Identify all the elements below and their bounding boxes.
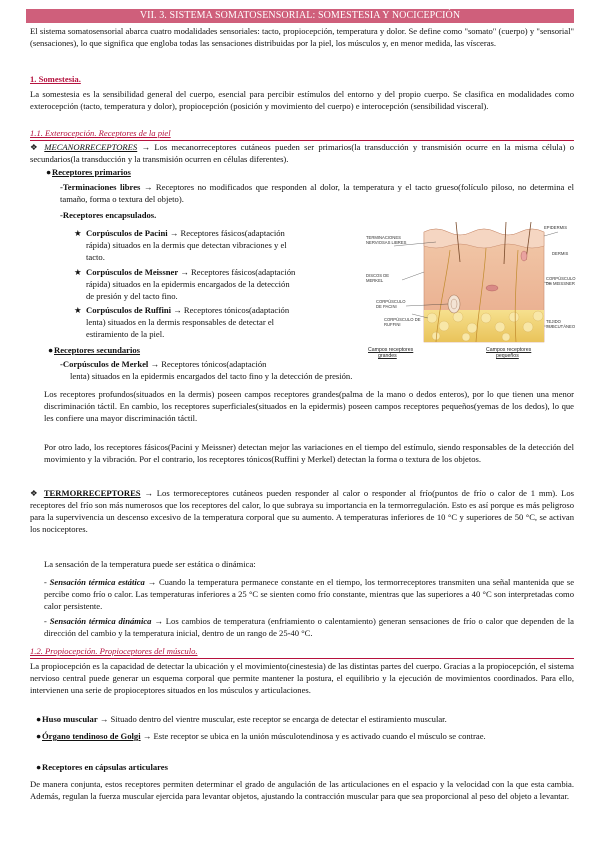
sensacion-paragraph: La sensación de la temperatura puede ser estática o dinámica:	[44, 559, 256, 569]
star-bullet-icon: ★	[74, 228, 82, 238]
fasicos-block	[44, 442, 574, 466]
fasicos-paragraph: Por otro lado, los receptores fásicos(Pacini y Meissner) detectan mejor las variaciones en el tiempo del estímulo, siendo responsables de la detección del movimiento y la vibración. Por el contrario, los receptores tónicos(Ruffini y Merkel) detectan la forma o textura de los objetos.	[44, 442, 574, 464]
articulares-title: Receptores en cápsulas articulares	[42, 762, 168, 772]
mecanorreceptores-block	[30, 142, 574, 166]
estatica-title: - Sensación térmica estática	[44, 577, 145, 587]
bullet-dot-icon: ●	[36, 762, 42, 772]
ruffini-text-2: lenta) situados en la dermis responsables de detectar el	[86, 316, 275, 327]
receptores-encapsulados	[60, 210, 360, 222]
golgi-item	[36, 731, 574, 743]
golgi-title: Órgano tendinoso de Golgi	[42, 731, 141, 741]
section-1-1-heading-row	[30, 128, 574, 141]
receptores-encapsulados-title: -Receptores encapsulados.	[60, 210, 157, 220]
section-1-body	[30, 89, 574, 113]
huso-muscular-item	[36, 714, 574, 726]
merkel-text-2: lenta) situados en la epidermis encargados del tacto fino y la detección de presión.	[70, 370, 353, 381]
meissner-line-1	[74, 267, 360, 279]
star-bullet-icon: ★	[74, 305, 82, 315]
title-banner: VII. 3. SISTEMA SOMATOSENSORIAL: SOMESTESIA Y NOCICEPCIÓN	[26, 9, 574, 23]
label-discos-merkel: DISCOS DE MERKEL	[366, 273, 390, 283]
ruffini-text-1: → Receptores tónicos(adaptación	[171, 305, 290, 315]
meissner-text-1: → Receptores fásicos(adaptación	[178, 267, 296, 277]
estatica-block	[44, 577, 574, 613]
golgi-text: → Este receptor se ubica en la unión músculotendinosa y es activado cuando el músculo se contrae.	[142, 731, 486, 741]
receptores-secundarios-title: Receptores secundarios	[54, 345, 141, 355]
star-bullet-icon: ★	[74, 267, 82, 277]
estatica-text: → Cuando la temperatura permanece constante en el tiempo, los termorreceptores transmiten una señal mantenida que se percibe como frío o calor. Las temperaturas inferiores a 25 °C se sienten como frío constante, mientras que las superiores a 40 °C son interpretadas como calor persistente.	[44, 577, 575, 611]
section-1-1-heading: 1.1. Exterocepción. Receptores de la piel	[30, 128, 171, 138]
termorreceptores-paragraph	[30, 488, 574, 535]
termorreceptores-block	[30, 488, 574, 535]
mecanorreceptores-paragraph	[30, 142, 574, 166]
huso-muscular-title: Huso muscular	[42, 714, 98, 724]
termorreceptores-title: TERMORRECEPTORES	[43, 488, 141, 498]
huso-muscular-text: → Situado dentro del vientre muscular, este receptor se encarga de detectar el estiramiento muscular.	[97, 714, 447, 724]
caption-left-line-2: grandes	[378, 352, 397, 359]
ruffini-line-1	[74, 305, 360, 317]
diamond-bullet-icon: ❖	[30, 142, 38, 152]
diamond-bullet-icon: ❖	[30, 488, 38, 498]
propiocepcion-paragraph: La propiocepción es la capacidad de detectar la ubicación y el movimiento(cinestesia) de las distintas partes del cuerpo. Gracias a la propiocepción, el sistema nervioso central puede generar un esquema corporal que permite mantener la postura, el equilibrio y la ejecución de movimientos coordinados. Para ello, intervienen una serie de propioceptores situados en los músculos y articulaciones.	[30, 661, 574, 695]
caption-campos-grandes	[368, 348, 428, 360]
sensacion-block	[44, 559, 574, 571]
estatica-paragraph	[44, 577, 574, 613]
intro-block	[30, 26, 574, 50]
ruffini-text-3: estiramiento de la piel.	[86, 328, 165, 339]
receptores-primarios-title: Receptores primarios	[52, 167, 131, 177]
caption-left-line-1: Campos receptores	[368, 347, 414, 353]
receptores-secundarios	[48, 345, 348, 357]
meissner-text-2: rápida) situados en la epidermis encargados de la detección	[86, 278, 290, 289]
receptores-primarios	[46, 167, 574, 179]
label-epidermis: EPIDERMIS	[544, 225, 568, 230]
meissner-text-3: de presión y del tacto fino.	[86, 290, 178, 301]
terminaciones-libres-block	[60, 182, 574, 206]
termorreceptores-text: → Los termoreceptores cutáneos pueden responder al calor o responder al frío(puntos de frío o calor de 1 mm). Los receptores del frío son más numerosos que los receptores del calor, lo que subraya su importancia en la termorregulación. Esto es así porque es más peligroso para la supervivencia un descenso excesivo de la temperatura corporal que su aumento. A temperaturas inferiores de 10 °C y superiores de 50 °C, se activan los nociceptores.	[30, 488, 574, 534]
pacini-text-2: rápida) situados en la dermis que detectan vibraciones y el	[86, 239, 287, 250]
bullet-dot-icon: ●	[36, 714, 42, 724]
mecanorreceptores-text: → Los mecanorreceptores cutáneos pueden ser primarios(la transducción y transmisión ocurre en la misma célula) o secundarios(la transducción y la transmisión ocurren en células diferentes).	[30, 142, 574, 164]
dinamica-paragraph	[44, 616, 574, 640]
pacini-block	[74, 228, 360, 264]
section-1	[30, 74, 574, 86]
bullet-dot-icon: ●	[48, 345, 54, 355]
caption-campos-pequenos	[486, 348, 546, 360]
label-corpusculo-meissner: CORPÚSCULO DE MEISSNER	[546, 276, 576, 286]
dinamica-text: → Los cambios de temperatura (enfriamiento o calentamiento) generan sensaciones de frío o calor que dependen de la dirección del cambio y la temperatura inicial, dentro de un rango de 25-40 °C.	[44, 616, 574, 638]
dinamica-title: - Sensación térmica dinámica	[44, 616, 152, 626]
label-corpusculo-pacini: CORPÚSCULO DE PACINI	[376, 299, 406, 309]
golgi-paragraph	[36, 731, 574, 743]
bullet-dot-icon: ●	[46, 167, 52, 177]
merkel-title: -Corpúsculos de Merkel	[60, 359, 149, 369]
profundos-block	[44, 389, 574, 425]
intro-paragraph: El sistema somatosensorial abarca cuatro modalidades sensoriales: tacto, propiocepción, temperatura y dolor. Se define como "somato" (cuerpo) y "sensorial" (sensaciones), lo que significa que engloba todas las sensaciones distribuidas por la piel, los músculos y, en menor medida, las vísceras.	[30, 26, 574, 48]
section-1-2-heading-row	[30, 646, 574, 659]
terminaciones-libres-title: -Terminaciones libres	[60, 182, 141, 192]
meissner-title: Corpúsculos de Meissner	[86, 267, 179, 277]
terminaciones-libres-text: → Receptores no modificados que responden al dolor, la temperatura y el tacto grueso(folículo piloso, no determina el tamaño, forma o textura del objeto).	[60, 182, 574, 204]
label-tejido-subcutaneo: TEJIDO SUBCUTÁNEO	[546, 319, 576, 329]
section-1-2-heading: 1.2. Propiocepción. Propioceptores del músculo.	[30, 646, 198, 656]
merkel-text-1: → Receptores tónicos(adaptación	[148, 359, 267, 369]
label-dermis: DERMIS	[552, 251, 569, 256]
pacini-title: Corpúsculos de Pacini	[86, 228, 168, 238]
propiocepcion-block	[30, 661, 574, 697]
final-block	[30, 779, 574, 803]
dinamica-block	[44, 616, 574, 640]
pacini-text-1: → Receptores fásicos(adaptación	[167, 228, 285, 238]
section-1-heading: 1. Somestesia.	[30, 74, 81, 84]
terminaciones-libres-paragraph	[60, 182, 574, 206]
pacini-text-3: tacto.	[86, 251, 105, 262]
mecanorreceptores-title: MECANORRECEPTORES	[44, 142, 138, 152]
pacini-line-1	[74, 228, 360, 240]
ruffini-title: Corpúsculos de Ruffini	[86, 305, 171, 315]
articulares-item	[36, 762, 574, 774]
label-terminaciones-libres: TERMINACIONES NERVIOSAS LIBRES	[366, 235, 407, 245]
skin-receptors-figure	[366, 222, 576, 372]
caption-right-line-2: pequeños	[496, 352, 519, 359]
profundos-paragraph: Los receptores profundos(situados en la dermis) poseen campos receptores grandes(palma de la mano o dedos enteros), por lo que tienen una menor discriminación táctil. En cambio, los receptores superficiales(situados en la epidermis) poseen campos receptores pequeños(yemas de los dedos), lo que les confiere una mayor discriminación táctil.	[44, 389, 574, 423]
meissner-block	[74, 267, 360, 303]
section-1-paragraph: La somestesia es la sensibilidad general del cuerpo, esencial para percibir estímulos del entorno y del propio cuerpo. Se clasifica en modalidades como exterocepción (tacto, temperatura y dolor), propiocepción (posición y movimiento del cuerpo) e interocepción (sensibilidad visceral).	[30, 89, 574, 111]
caption-right-line-1: Campos receptores	[486, 347, 532, 353]
final-paragraph: De manera conjunta, estos receptores permiten determinar el grado de angulación de las articulaciones en el espacio y la velocidad con la que esta cambia. Además, regulan la fuerza muscular ejercida para levantar objetos, ajustando la contracción muscular para que sea proporcional al peso del objeto a levantar.	[30, 779, 574, 801]
label-corpusculo-ruffini: CORPÚSCULO DE RUFFINI	[384, 317, 421, 327]
ruffini-block	[74, 305, 360, 341]
bullet-dot-icon: ●	[36, 731, 42, 741]
